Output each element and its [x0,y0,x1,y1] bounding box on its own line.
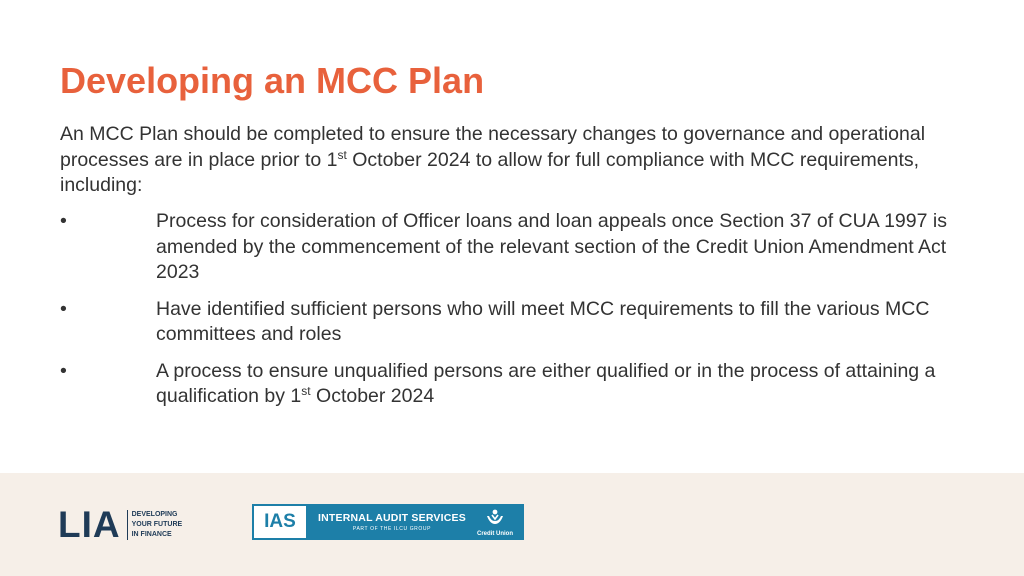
lia-tagline-line: IN FINANCE [131,531,172,538]
slide-title: Developing an MCC Plan [60,60,485,101]
ias-box: IAS [254,506,306,538]
bullet-text-1: A process to ensure unqualified persons are either qualified or in the process of attaining a qualification by 1 [156,359,936,407]
credit-union-label: Credit Union [477,530,513,537]
credit-union-logo [472,508,518,537]
bullet-marker: • [60,297,67,320]
lia-tagline [127,510,183,540]
intro-paragraph [60,122,960,199]
bullet-text-2: October 2024 [310,385,435,407]
intro-superscript: st [337,147,347,162]
ias-text [318,512,466,532]
bullet-item [60,297,960,348]
bullet-marker: • [60,210,67,232]
bullet-item [60,209,960,286]
bullet-item [60,359,960,410]
ias-main-label: INTERNAL AUDIT SERVICES [318,512,466,524]
bullet-superscript: st [301,384,311,398]
bullet-marker: • [60,359,67,382]
bullet-list [60,209,960,410]
lia-tagline-line: YOUR FUTURE [131,521,183,528]
credit-union-hands-icon [484,508,506,526]
ias-sub-label: PART OF THE ILCU GROUP [352,526,432,532]
intro-text-1: An MCC Plan should be completed to ensure the necessary changes to governance and operational processes are in place prior to 1 [60,123,926,171]
lia-tagline-line: DEVELOPING [131,511,178,518]
bullet-text: Have identified sufficient persons who will meet MCC requirements to fill the various MCC committees and roles [156,297,930,345]
bullet-text: Process for consideration of Officer loans and loan appeals once Section 37 of CUA 1997 is amended by the commencement of the relevant section of the Credit Union Amendment Act 2023 [156,210,947,283]
intro-text-2: October 2024 to allow for full compliance with MCC requirements, including: [60,148,920,196]
ias-logo [252,504,524,540]
lia-wordmark: LIA [58,504,121,545]
lia-logo [58,505,182,545]
